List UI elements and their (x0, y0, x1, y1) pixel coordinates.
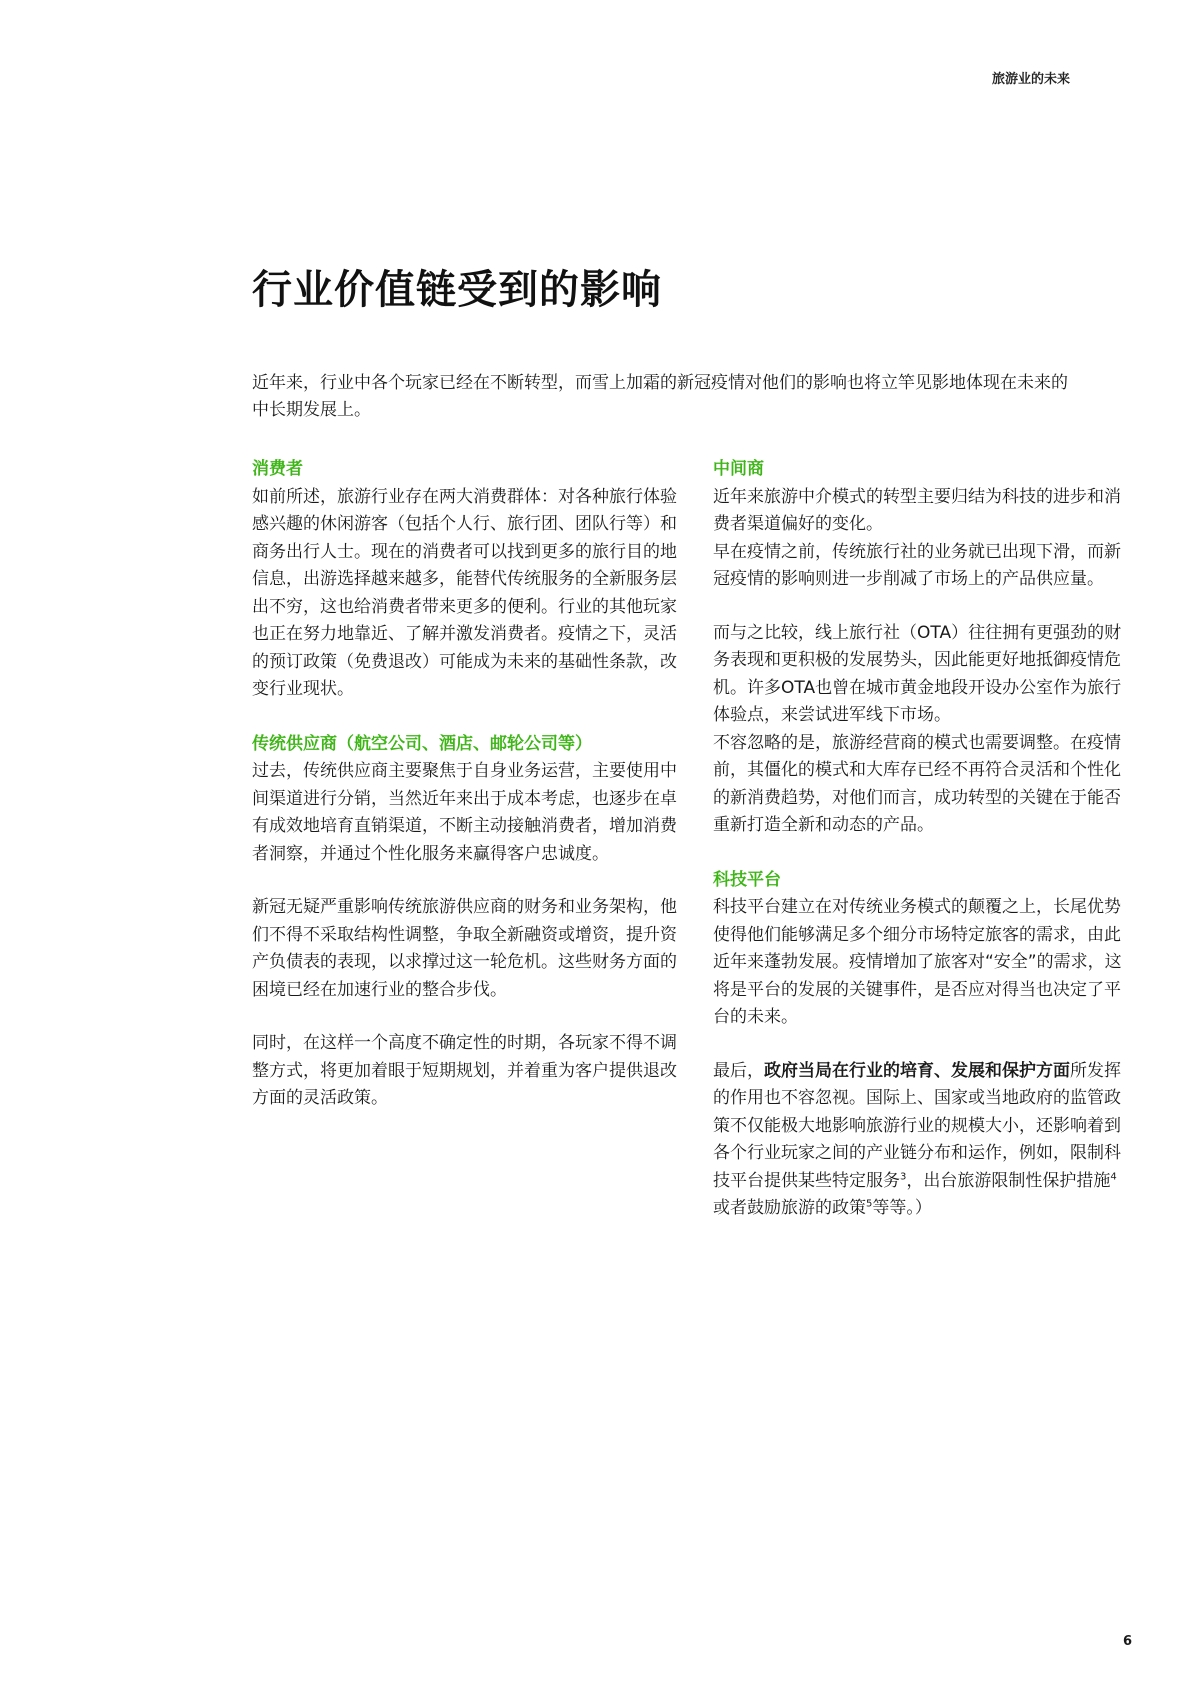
intermediaries-paragraph-1: 近年来旅游中介模式的转型主要归结为科技的进步和消费者渠道偏好的变化。 (713, 486, 1121, 534)
page-title: 行业价值链受到的影响 (252, 267, 662, 313)
footnote-ref-5[interactable]: 5 (866, 1198, 873, 1210)
section-title-intermediaries: 中间商 (713, 459, 764, 479)
intermediaries-paragraph-2: 早在疫情之前，传统旅行社的业务就已出现下滑，而新冠疫情的影响则进一步削减了市场上的产品供应量。 (713, 541, 1121, 589)
left-column (252, 456, 682, 1113)
footnote-ref-4[interactable]: 4 (1110, 1170, 1117, 1182)
government-text-1: 所发挥的作用也不容忽视。国际上、国家或当地政府的监管政策不仅能极大地影响旅游行业的规模大小，还影响着到各个行业玩家之间的产业链分布和运作，例如，限制科技平台提供某些特定服务 (713, 1060, 1121, 1191)
platforms-paragraph: 科技平台建立在对传统业务模式的颠覆之上，长尾优势使得他们能够满足多个细分市场特定旅客的需求，由此近年来蓬勃发展。疫情增加了旅客对“安全”的需求，这将是平台的发展的关键事件，是否应对得当也决定了平台的未来。 (713, 897, 1122, 1027)
intermediaries-paragraph-4: 不容忽略的是，旅游经营商的模式也需要调整。在疫情前，其僵化的模式和大库存已经不再符合灵活和个性化的新消费趋势，对他们而言，成功转型的关键在于能否重新打造全新和动态的产品。 (713, 732, 1121, 835)
running-header: 旅游业的未来 (991, 72, 1070, 87)
government-paragraph (713, 1058, 1133, 1223)
intro-paragraph: 近年来，行业中各个玩家已经在不断转型，而雪上加霜的新冠疫情对他们的影响也将立竿见影地体现在未来的中长期发展上。 (252, 373, 1068, 420)
government-text-2: ，出台旅游限制性保护措施 (906, 1170, 1111, 1191)
section-title-consumers: 消费者 (252, 459, 303, 479)
page-number: 6 (1122, 1634, 1132, 1649)
intermediaries-paragraph-3: 而与之比较，线上旅行社（OTA）往往拥有更强劲的财务表现和更积极的发展势头，因此能更好地抵御疫情危机。许多OTA也曾在城市黄金地段开设办公室作为旅行体验点，来尝试进军线下市场。 (713, 622, 1122, 725)
section-title-platforms: 科技平台 (713, 869, 781, 890)
right-column (713, 456, 1133, 1223)
government-text-3: 或者鼓励旅游的政策 (713, 1198, 866, 1218)
suppliers-paragraph-1: 过去，传统供应商主要聚焦于自身业务运营，主要使用中间渠道进行分销，当然近年来出于成本考虑，也逐步在卓有成效地培育直销渠道，不断主动接触消费者，增加消费者洞察，并通过个性化服务来赢得客户忠诚度。 (252, 761, 677, 864)
consumers-paragraph: 如前所述，旅游行业存在两大消费群体：对各种旅行体验感兴趣的休闲游客（包括个人行、旅行团、团队行等）和商务出行人士。现在的消费者可以找到更多的旅行目的地信息，出游选择越来越多，能替代传统服务的全新服务层出不穷，这也给消费者带来更多的便利。行业的其他玩家也正在努力地靠近、了解并激发消费者。疫情之下，灵活的预订政策（免费退改）可能成为未来的基础性条款，改变行业现状。 (252, 486, 677, 699)
footnote-ref-3[interactable]: 3 (900, 1170, 907, 1182)
section-title-suppliers: 传统供应商（航空公司、酒店、邮轮公司等） (252, 733, 592, 754)
suppliers-paragraph-2: 新冠无疑严重影响传统旅游供应商的财务和业务架构，他们不得不采取结构性调整，争取全新融资或增资，提升资产负债表的表现，以求撑过这一轮危机。这些财务方面的困境已经在加速行业的整合步伐。 (252, 897, 677, 1000)
suppliers-paragraph-3: 同时，在这样一个高度不确定性的时期，各玩家不得不调整方式，将更加着眼于短期规划，并着重为客户提供退改方面的灵活政策。 (252, 1033, 677, 1108)
government-lead: 最后， (713, 1060, 764, 1081)
government-emphasis: 政府当局在行业的培育、发展和保护方面 (764, 1060, 1070, 1081)
government-text-4: 等等。） (872, 1198, 932, 1218)
